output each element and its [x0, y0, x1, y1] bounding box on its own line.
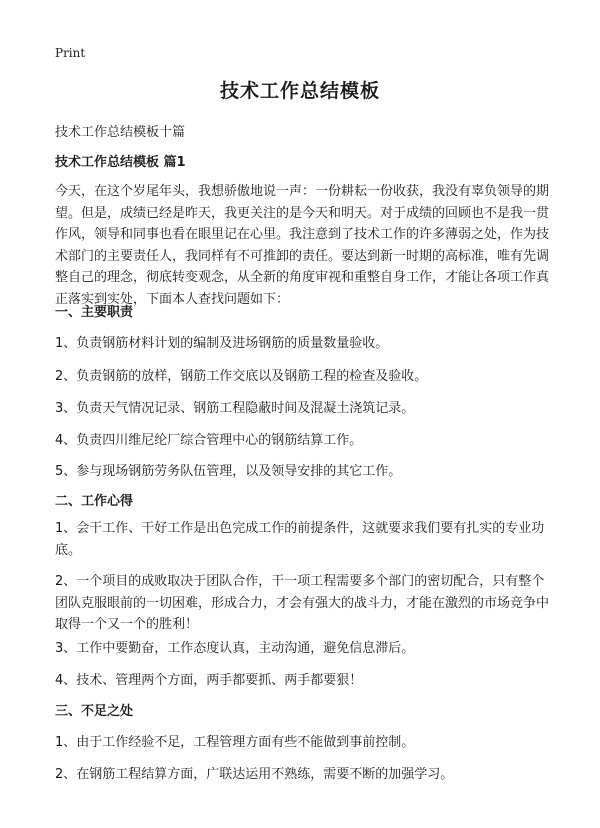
list-item: 5、参与现场钢筋劳务队伍管理，以及领导安排的其它工作。 — [55, 464, 402, 479]
list-item: 1、会干工作、干好工作是出色完成工作的前提条件，这就要求我们要有扎实的专业功底。 — [55, 521, 545, 558]
list-item: 3、工作中要勤奋，工作态度认真，主动沟通，避免信息滞后。 — [55, 641, 415, 656]
list-item: 2、在钢筋工程结算方面，广联达运用不熟练，需要不断的加强学习。 — [55, 767, 454, 782]
list-item: 1、负责钢筋材料计划的编制及进场钢筋的质量数量验收。 — [55, 336, 389, 351]
list-item: 3、负责天气情况记录、钢筋工程隐蔽时间及混凝土浇筑记录。 — [55, 401, 415, 416]
list-item: 4、技术、管理两个方面，两手都要抓、两手都要狠！ — [55, 673, 363, 688]
list-item: 4、负责四川维尼纶厂综合管理中心的钢筋结算工作。 — [55, 433, 363, 448]
section-heading-shortcomings: 三、不足之处 — [55, 704, 134, 719]
page-subtitle: 技术工作总结模板十篇 — [55, 125, 186, 140]
section-heading-duties: 一、主要职责 — [55, 305, 134, 320]
print-label[interactable]: Print — [55, 46, 86, 60]
article-heading: 技术工作总结模板 篇1 — [55, 155, 186, 170]
list-item: 2、负责钢筋的放样，钢筋工作交底以及钢筋工程的检查及验收。 — [55, 369, 428, 384]
list-item: 2、一个项目的成败取决于团队合作，干一项工程需要多个部门的密切配合，只有整个团队克服眼前的一切困难，形成合力，才会有强大的战斗力，才能在激烈的市场竞争中取得一个又一个的胜利！ — [55, 574, 550, 632]
intro-paragraph: 今天，在这个岁尾年头，我想骄傲地说一声：一份耕耘一份收获，我没有辜负领导的期望。但是，成绩已经是昨天，我更关注的是今天和明天。对于成绩的回顾也不是我一贯作风，领导和同事也看在眼里记在心里。我注意到了技术工作的许多薄弱之处，作为技术部门的主要责任人，我同样有不可推卸的责任。要达到新一时期的高标准，唯有先调整自己的理念，彻底转变观念，从全新的角度审视和重整自身工作，才能让各项工作真正落实到实处，下面本人查找问题如下： — [55, 184, 550, 307]
section-heading-experience: 二、工作心得 — [55, 494, 134, 509]
page-title: 技术工作总结模板 — [219, 80, 380, 102]
list-item: 1、由于工作经验不足，工程管理方面有些不能做到事前控制。 — [55, 735, 415, 750]
